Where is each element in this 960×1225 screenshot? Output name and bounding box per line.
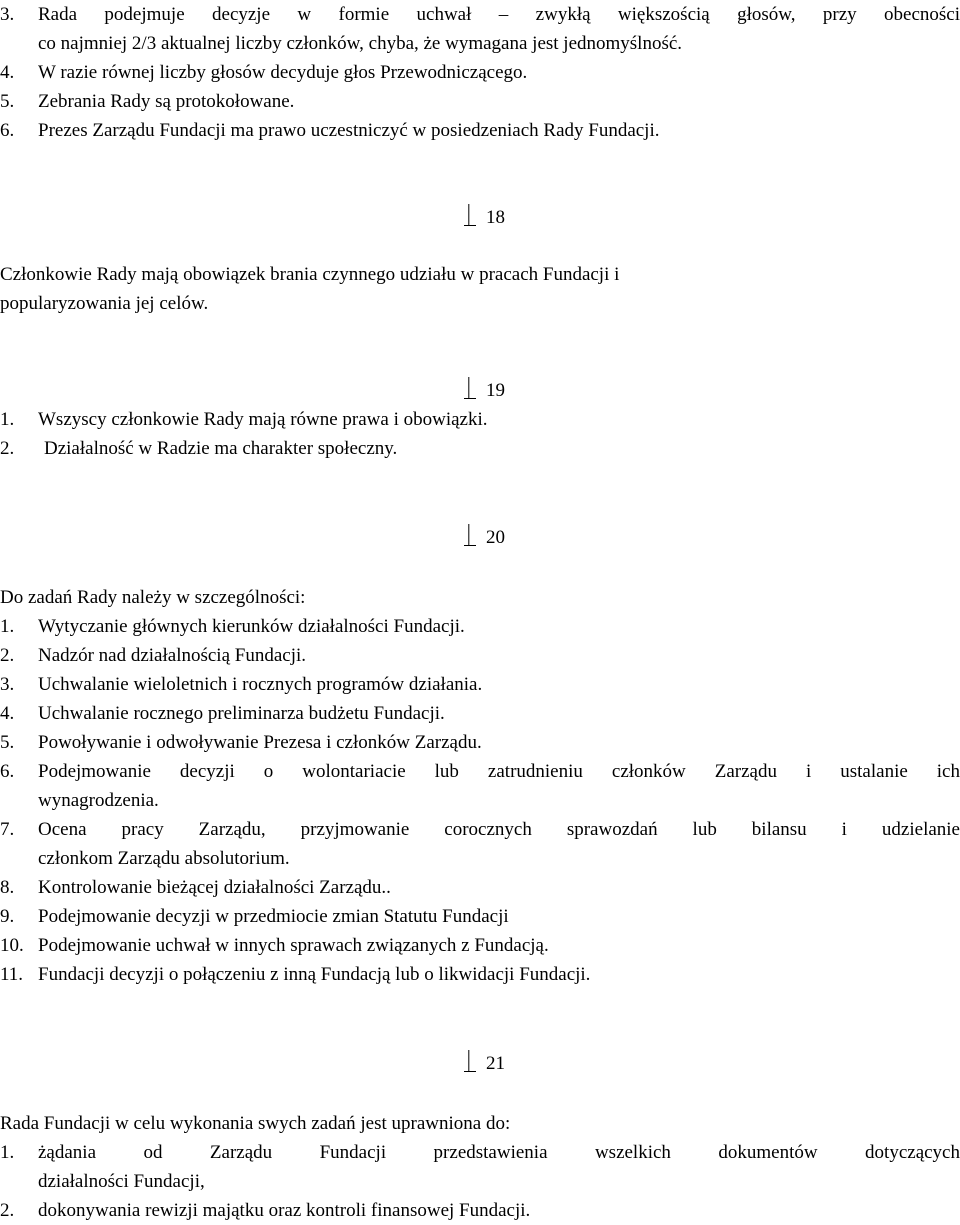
list-item [0, 87, 960, 116]
section-number: 21 [486, 1053, 505, 1074]
list-text: Nadzór nad działalnością Fundacji. [38, 645, 307, 666]
list-text: Prezes Zarządu Fundacji ma prawo uczestniczyć w posiedzeniach Rady Fundacji. [38, 120, 660, 141]
paragraph-intro: Rada Fundacji w celu wykonania swych zadań jest uprawniona do: [0, 1113, 511, 1134]
paragraph-line: Członkowie Rady mają obowiązek brania czynnego udziału w pracach Fundacji i [0, 264, 620, 285]
list-text-continuation: działalności Fundacji, [38, 1171, 205, 1192]
list-text: W razie równej liczby głosów decyduje głos Przewodniczącego. [38, 62, 528, 83]
list-text: Podejmowanie decyzji w przedmiocie zmian Statutu Fundacji [38, 906, 509, 927]
list-number: 6. [0, 761, 15, 782]
list-number: 1. [0, 1142, 15, 1163]
list-number: 6. [0, 120, 15, 141]
list-number: 10. [0, 935, 24, 956]
list-text-continuation: członkom Zarządu absolutorium. [38, 848, 290, 869]
list-text-continuation: wynagrodzenia. [38, 790, 159, 811]
list-item [0, 1196, 960, 1225]
list-text: Kontrolowanie bieżącej działalności Zarządu.. [38, 877, 391, 898]
list-text: Rada podejmuje decyzje w formie uchwał – zwykłą większością głosów, przy obecności [38, 4, 960, 25]
list-item [0, 815, 960, 873]
section-heading-18 [462, 203, 505, 232]
list-number: 8. [0, 877, 15, 898]
list-number: 3. [0, 4, 15, 25]
paragraph-line: popularyzowania jej celów. [0, 293, 209, 314]
list-number: 7. [0, 819, 15, 840]
list-item [0, 58, 960, 87]
list-item [0, 405, 960, 434]
list-item [0, 670, 960, 699]
list-number: 2. [0, 1200, 15, 1221]
list-item [0, 0, 960, 58]
list-text: Podejmowanie uchwał w innych sprawach związanych z Fundacją. [38, 935, 549, 956]
list-item [0, 641, 960, 670]
list-item [0, 931, 960, 960]
list-number: 5. [0, 732, 15, 753]
list-text: Zebrania Rady są protokołowane. [38, 91, 295, 112]
section-heading-20 [462, 523, 505, 552]
section-number: 19 [486, 380, 505, 401]
list-item [0, 873, 960, 902]
list-number: 4. [0, 703, 15, 724]
list-number: 1. [0, 616, 15, 637]
list-number: 2. [0, 645, 15, 666]
list-text: Wszyscy członkowie Rady mają równe prawa i obowiązki. [38, 409, 488, 430]
list-text: Wytyczanie głównych kierunków działalności Fundacji. [38, 616, 465, 637]
list-number: 4. [0, 62, 15, 83]
list-text-continuation: co najmniej 2/3 aktualnej liczby członków, chyba, że wymagana jest jednomyślność. [38, 33, 683, 54]
list-text: Uchwalanie rocznego preliminarza budżetu Fundacji. [38, 703, 445, 724]
list-item [0, 728, 960, 757]
paragraph-intro: Do zadań Rady należy w szczególności: [0, 587, 306, 608]
section-number: 18 [486, 207, 505, 228]
list-text: dokonywania rewizji majątku oraz kontroli finansowej Fundacji. [38, 1200, 531, 1221]
list-item [0, 116, 960, 145]
list-item [0, 902, 960, 931]
list-item [0, 612, 960, 641]
list-item [0, 1138, 960, 1196]
list-number: 5. [0, 91, 15, 112]
list-text: żądania od Zarządu Fundacji przedstawienia wszelkich dokumentów dotyczących [38, 1142, 960, 1163]
list-item [0, 699, 960, 728]
list-text: Fundacji decyzji o połączeniu z inną Fundacją lub o likwidacji Fundacji. [38, 964, 591, 985]
list-number: 11. [0, 964, 24, 985]
list-item [0, 434, 960, 463]
list-number: 2. [0, 438, 15, 459]
list-text: Uchwalanie wieloletnich i rocznych programów działania. [38, 674, 483, 695]
list-item [0, 757, 960, 815]
list-number: 3. [0, 674, 15, 695]
list-number: 9. [0, 906, 15, 927]
list-text: Powoływanie i odwoływanie Prezesa i członków Zarządu. [38, 732, 482, 753]
list-text: Ocena pracy Zarządu, przyjmowanie corocznych sprawozdań lub bilansu i udzielanie [38, 819, 960, 840]
list-number: 1. [0, 409, 15, 430]
list-item [0, 960, 960, 989]
list-text: Działalność w Radzie ma charakter społeczny. [44, 438, 398, 459]
section-heading-21 [462, 1049, 505, 1078]
section-number: 20 [486, 527, 505, 548]
section-heading-19 [462, 376, 505, 405]
list-text: Podejmowanie decyzji o wolontariacie lub zatrudnieniu członków Zarządu i ustalanie ich [38, 761, 960, 782]
